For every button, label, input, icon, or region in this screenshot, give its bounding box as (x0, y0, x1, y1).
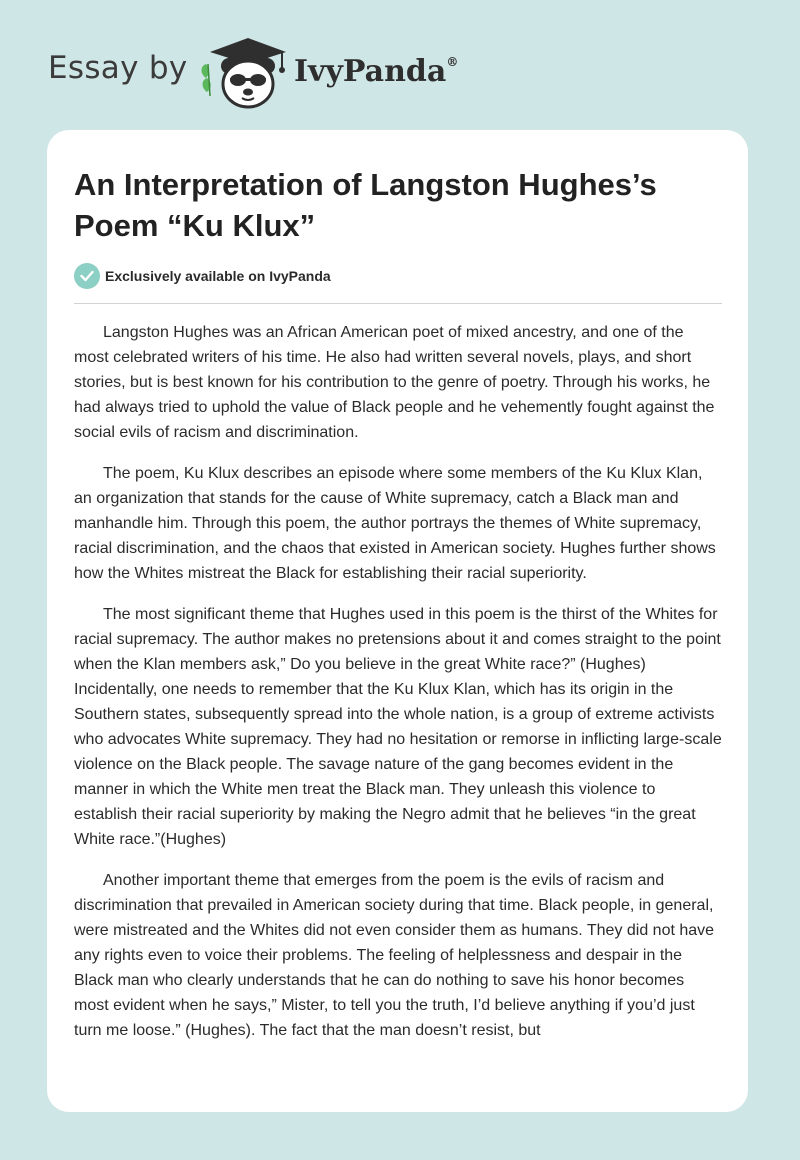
paragraph: The most significant theme that Hughes used in this poem is the thirst of the Whites for racial supremacy. The author makes no pretensions about it and comes straight to the point when the Klan members ask,” Do you believe in the great White race?” (Hughes) Incidentally, one needs to remember that the Ku Klux Klan, which has its origin in the Southern states, subsequently spread into the whole nation, is a group of extreme activists who advocates White supremacy. They had no hesitation or remorse in inflicting large-scale violence on the Black people. The savage nature of the gang becomes evident in the manner in which the White men treat the Black man. They unleash this violence to establish their racial superiority by making the Negro admit that he believes “in the great White race.”(Hughes) (74, 606, 722, 848)
paragraph: Another important theme that emerges from the poem is the evils of racism and discrimination that prevailed in American society during that time. Black people, in general, were mistreated and the Whites did not even consider them as humans. They did not have any rights even to voice their problems. The feeling of helplessness and despair in the Black man who clearly understands that he can do nothing to save his honor becomes most evident when he says,” Mister, to tell you the truth, I’d believe anything if you’d just turn me loose.” (Hughes). The fact that the man doesn’t resist, but (74, 872, 715, 1039)
divider (74, 303, 722, 304)
page-title: An Interpretation of Langston Hughes’s Poem “Ku Klux” (74, 167, 657, 243)
paragraph: The poem, Ku Klux describes an episode where some members of the Ku Klux Klan, an organization that stands for the cause of White supremacy, catch a Black man and manhandle him. Through this poem, the author portrays the themes of White supremacy, racial discrimination, and the chaos that existed in American society. Hughes further shows how the Whites mistreat the Black for establishing their racial superiority. (74, 465, 716, 582)
check-icon (74, 263, 100, 289)
leaf-icon (202, 64, 211, 96)
essay-by-label: Essay by (48, 50, 188, 86)
brand-name: IvyPanda (294, 54, 447, 89)
site-header (0, 0, 800, 130)
brand-logo[interactable] (294, 54, 458, 89)
essay-card (47, 130, 748, 1112)
paragraph: Langston Hughes was an African American poet of mixed ancestry, and one of the most celebrated writers of his time. He also had written several novels, plays, and short stories, but is best known for his contribution to the genre of poetry. Through his works, he had always tried to uphold the value of Black people and he vehemently fought against the social evils of racism and discrimination. (74, 324, 715, 441)
panda-graduate-icon[interactable] (198, 34, 292, 110)
essay-body (74, 320, 722, 1059)
registered-mark: ® (446, 55, 459, 69)
badge-label: Exclusively available on IvyPanda (105, 268, 331, 284)
